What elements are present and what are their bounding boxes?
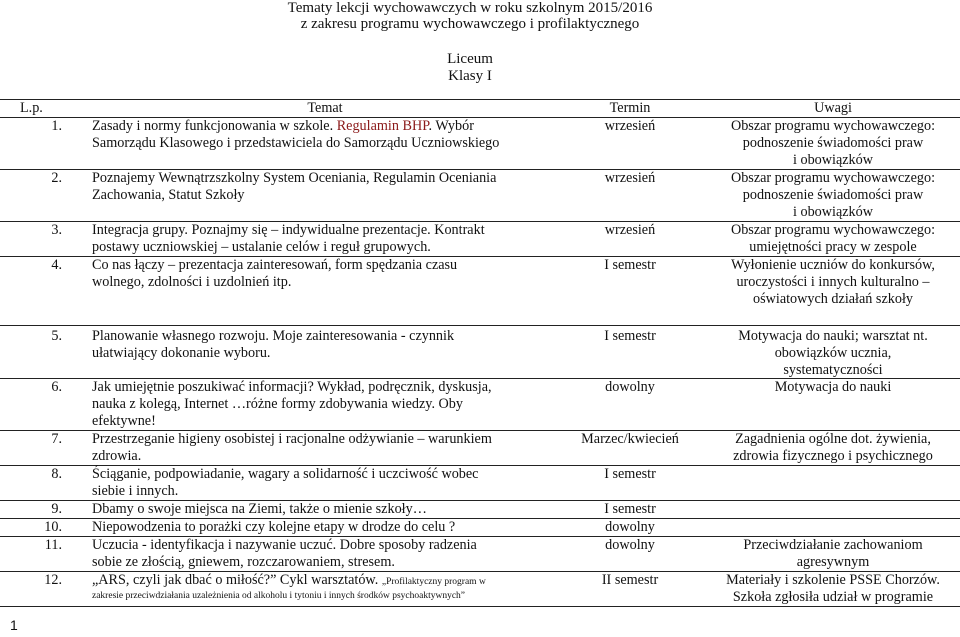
topic-small-text: zakresie przeciwdziałania uzależnienia od alkoholu i tytoniu i innych środków psychoaktywnych” xyxy=(92,590,466,601)
row-term: dowolny xyxy=(605,519,655,535)
row-number: 5. xyxy=(51,328,62,344)
notes-line: Obszar programu wychowawczego: xyxy=(730,170,936,186)
row-topic xyxy=(92,466,572,500)
notes-line: Zagadnienia ogólne dot. żywienia, xyxy=(735,431,931,447)
topic-text: Integracja grupy. Poznajmy się – indywidualne prezentacje. Kontrakt xyxy=(92,222,485,238)
row-topic xyxy=(92,222,572,256)
row-topic xyxy=(92,170,572,204)
header-term: Termin xyxy=(609,100,651,116)
row-term: Marzec/kwiecień xyxy=(581,431,679,447)
row-topic xyxy=(92,379,572,429)
row-notes xyxy=(698,257,960,307)
header-topic: Temat xyxy=(307,100,343,116)
topic-text: ułatwiający dokonanie wyboru. xyxy=(92,344,271,361)
row-number: 3. xyxy=(51,222,62,238)
notes-line: Przeciwdziałanie zachowaniom xyxy=(743,537,923,553)
topic-text: Co nas łączy – prezentacja zainteresowań, form spędzania czasu xyxy=(92,257,458,273)
row-topic: Dbamy o swoje miejsca na Ziemi, także o mienie szkoły… xyxy=(92,501,427,517)
notes-line: i obowiązków xyxy=(793,151,873,168)
row-term: dowolny xyxy=(605,379,655,395)
row-term: I semestr xyxy=(604,501,656,517)
topic-text: nauka z kolegą, Internet …różne formy zdobywania wiedzy. Oby xyxy=(92,395,463,412)
topic-text: Ściąganie, podpowiadanie, wagary a solidarność i uczciwość wobec xyxy=(92,466,479,482)
notes-line: Motywacja do nauki xyxy=(774,379,892,395)
notes-line: Obszar programu wychowawczego: xyxy=(730,118,936,134)
row-topic xyxy=(92,572,572,602)
topic-text: efektywne! xyxy=(92,412,156,429)
row-term: dowolny xyxy=(605,537,655,553)
topic-text: Przestrzeganie higieny osobistej i racjonalne odżywianie – warunkiem xyxy=(92,431,492,447)
page-number: 1 xyxy=(10,617,18,633)
notes-line: uroczystości i innych kulturalno – xyxy=(736,273,930,290)
topic-text: zdrowia. xyxy=(92,447,142,464)
row-number: 2. xyxy=(51,170,62,186)
notes-line: zdrowia fizycznego i psychicznego xyxy=(733,447,933,464)
topic-text: wolnego, zdolności i uzdolnień itp. xyxy=(92,273,292,290)
row-notes xyxy=(698,118,960,168)
topic-text: Samorządu Klasowego i przedstawiciela do Samorządu Uczniowskiego xyxy=(92,134,500,151)
row-number: 7. xyxy=(51,431,62,447)
topic-highlight: Regulamin BHP xyxy=(336,118,429,134)
row-number: 12. xyxy=(44,572,62,588)
topic-text: Zasady i normy funkcjonowania w szkole. xyxy=(92,118,337,134)
row-topic xyxy=(92,118,572,152)
row-term: wrzesień xyxy=(604,222,656,238)
row-notes xyxy=(698,328,960,378)
row-number: 8. xyxy=(51,466,62,482)
topic-text: . Wybór xyxy=(428,118,474,134)
topic-text: siebie i innych. xyxy=(92,482,179,499)
row-notes xyxy=(698,572,960,606)
row-notes xyxy=(698,379,960,396)
row-number: 4. xyxy=(51,257,62,273)
topic-small-text: „Profilaktyczny program w xyxy=(381,577,486,587)
document-title: Tematy lekcji wychowawczych w roku szkolnym 2015/2016 xyxy=(287,0,653,16)
row-term: I semestr xyxy=(604,328,656,344)
notes-line: agresywnym xyxy=(796,553,870,570)
notes-line: umiejętności pracy w zespole xyxy=(749,238,917,255)
topic-text: Uczucia - identyfikacja i nazywanie uczuć. Dobre sposoby radzenia xyxy=(92,537,477,553)
row-number: 9. xyxy=(51,501,62,517)
row-topic xyxy=(92,257,572,291)
notes-line: podnoszenie świadomości praw xyxy=(742,186,924,203)
topic-text: „ARS, czyli jak dbać o miłość?” Cykl warsztatów. xyxy=(92,572,382,588)
topic-text: Poznajemy Wewnątrzszkolny System Oceniania, Regulamin Oceniania xyxy=(92,170,497,186)
row-term: I semestr xyxy=(604,257,656,273)
class-level: Klasy I xyxy=(448,68,492,84)
topic-text: sobie ze złością, gniewem, rozczarowaniem, stresem. xyxy=(92,553,395,570)
row-term: wrzesień xyxy=(604,170,656,186)
row-notes xyxy=(698,222,960,256)
row-number: 11. xyxy=(44,537,62,553)
row-number: 6. xyxy=(51,379,62,395)
row-topic: Niepowodzenia to porażki czy kolejne etapy w drodze do celu ? xyxy=(92,519,456,535)
row-number: 1. xyxy=(51,118,62,134)
topic-text: postawy uczniowskiej – ustalanie celów i reguł grupowych. xyxy=(92,238,431,255)
notes-line: Wyłonienie uczniów do konkursów, xyxy=(731,257,935,273)
row-term: II semestr xyxy=(601,572,659,588)
row-term: I semestr xyxy=(604,466,656,482)
row-term: wrzesień xyxy=(604,118,656,134)
notes-line: Materiały i szkolenie PSSE Chorzów. xyxy=(726,572,940,588)
notes-line: i obowiązków xyxy=(793,203,873,220)
table-bottom-border xyxy=(0,606,960,607)
notes-line: systematyczności xyxy=(783,361,883,378)
topic-text: Planowanie własnego rozwoju. Moje zainteresowania - czynnik xyxy=(92,328,455,344)
notes-line: Szkoła zgłosiła udział w programie xyxy=(732,588,934,605)
row-topic xyxy=(92,328,572,362)
row-notes xyxy=(698,431,960,465)
header-notes: Uwagi xyxy=(814,100,852,116)
school-type: Liceum xyxy=(447,51,493,67)
row-topic xyxy=(92,431,572,465)
notes-line: obowiązków ucznia, xyxy=(774,344,892,361)
row-notes xyxy=(698,537,960,571)
row-topic xyxy=(92,537,572,571)
row-divider xyxy=(0,325,960,326)
header-lp: L.p. xyxy=(20,100,43,116)
notes-line: oświatowych działań szkoły xyxy=(753,290,913,307)
notes-line: Obszar programu wychowawczego: xyxy=(730,222,936,238)
topic-text: Jak umiejętnie poszukiwać informacji? Wykład, podręcznik, dyskusja, xyxy=(92,379,492,395)
document-subtitle: z zakresu programu wychowawczego i profilaktycznego xyxy=(300,16,640,32)
row-number: 10. xyxy=(44,519,62,535)
row-notes xyxy=(698,170,960,220)
notes-line: Motywacja do nauki; warsztat nt. xyxy=(738,328,928,344)
topic-text: Zachowania, Statut Szkoły xyxy=(92,186,245,203)
notes-line: podnoszenie świadomości praw xyxy=(742,134,924,151)
